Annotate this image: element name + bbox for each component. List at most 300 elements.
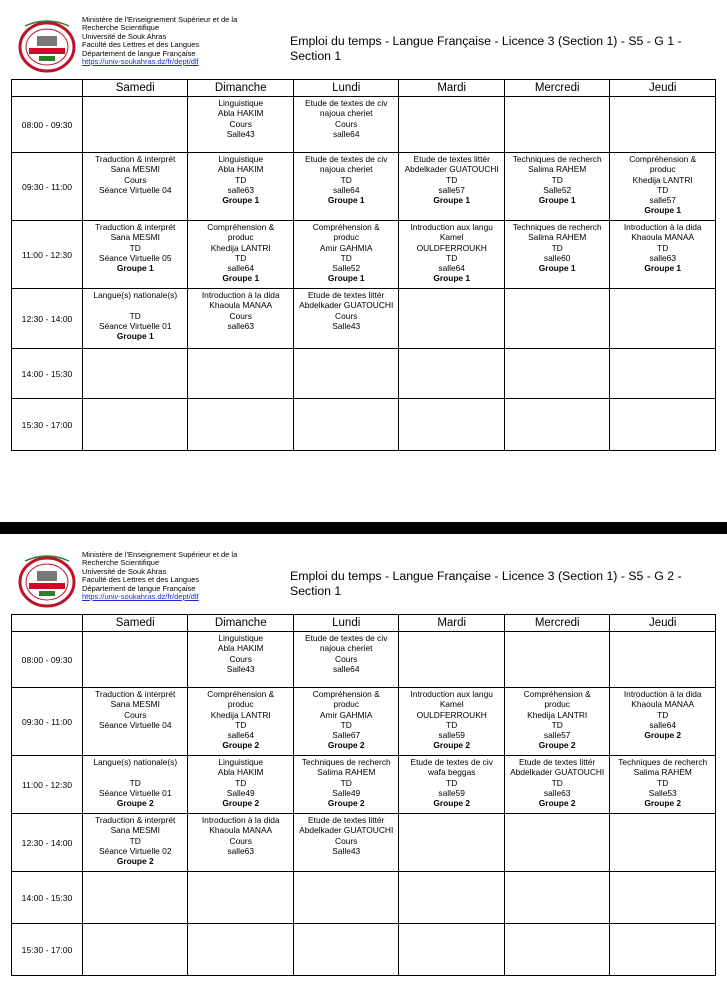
course-line: Groupe 1 <box>644 263 682 274</box>
course-line: Salle52 <box>332 263 361 274</box>
course-cell <box>610 221 716 289</box>
course-line: wafa beggas <box>427 767 476 778</box>
course-line: Cours <box>124 174 147 185</box>
empty-cell <box>610 349 716 399</box>
course-line: Salima RAHEM <box>317 767 376 778</box>
course-line: Groupe 2 <box>433 798 471 809</box>
course-line: Langue(s) nationale(s) <box>93 290 178 300</box>
empty-cell <box>293 349 398 399</box>
course-line: Groupe 1 <box>222 195 260 206</box>
empty-cell <box>610 872 716 924</box>
course-cell <box>293 814 398 872</box>
course-line: Introduction à la dida <box>623 222 702 232</box>
course-line: Traduction & interprét <box>95 815 176 825</box>
course-line: Abla HAKIM <box>217 767 264 778</box>
time-slot-label: 12:30 - 14:00 <box>12 814 83 872</box>
institution-line: Faculté des Lettres et des Langues <box>82 40 200 50</box>
course-line: TD <box>235 777 247 788</box>
course-line: Kamel <box>439 232 464 243</box>
course-line: Groupe 2 <box>327 798 365 809</box>
course-line: produc <box>544 699 570 710</box>
course-line: Groupe 2 <box>538 798 576 809</box>
course-line: Séance Virtuelle 02 <box>99 845 172 856</box>
empty-cell <box>610 814 716 872</box>
course-cell <box>293 756 398 814</box>
course-line: salle64 <box>438 263 465 274</box>
course-line: salle63 <box>227 320 254 331</box>
empty-cell <box>610 632 716 688</box>
course-line: TD <box>551 719 563 730</box>
course-line: Cours <box>229 653 252 664</box>
course-cell <box>83 814 188 872</box>
course-cell <box>399 688 504 756</box>
course-line: Khaoula MANAA <box>209 825 273 836</box>
course-line: salle64 <box>332 184 360 195</box>
course-line: Compréhension & <box>207 222 275 232</box>
course-line: Amir GAHMIA <box>319 709 373 720</box>
course-line: Khedija LANTRI <box>527 709 588 720</box>
course-line: TD <box>446 174 458 185</box>
course-line: salle64 <box>227 263 254 274</box>
course-line: Groupe 1 <box>327 273 365 284</box>
timeslot-row <box>12 97 716 153</box>
corner-cell <box>12 80 83 97</box>
course-line: Abla HAKIM <box>217 164 264 175</box>
course-line: Groupe 1 <box>644 205 682 216</box>
timeslot-row <box>12 221 716 289</box>
course-line: Salle53 <box>648 787 677 798</box>
course-line: Traduction & interprét <box>95 689 176 699</box>
course-line: Techniques de recherch <box>512 154 602 164</box>
empty-cell <box>504 814 609 872</box>
course-line: Linguistique <box>218 98 264 108</box>
course-line: Compréhension & <box>312 689 380 699</box>
department-link[interactable]: https://univ-soukahras.dz/fr/dept/dlf <box>82 592 199 602</box>
day-header: Mardi <box>399 80 504 97</box>
empty-cell <box>504 872 609 924</box>
institution-line: Université de Souk Ahras <box>82 566 167 576</box>
course-line: Salle43 <box>332 845 361 856</box>
course-line: Groupe 1 <box>538 263 576 274</box>
course-line: TD <box>129 777 141 788</box>
course-cell <box>610 756 716 814</box>
course-line: Traduction & interprét <box>95 222 176 232</box>
course-line: Groupe 1 <box>222 273 260 284</box>
course-line: Abla HAKIM <box>217 643 264 654</box>
course-line: Compréhension & <box>629 154 697 164</box>
course-line: salle64 <box>332 128 360 139</box>
empty-cell <box>83 872 188 924</box>
schedule-page-2 <box>0 535 727 1000</box>
university-logo-icon <box>17 551 77 609</box>
course-cell <box>293 221 398 289</box>
empty-cell <box>504 399 609 451</box>
course-line: Sana MESMI <box>110 232 160 243</box>
course-cell <box>188 221 293 289</box>
timeslot-row <box>12 924 716 976</box>
course-cell <box>83 153 188 221</box>
course-line <box>83 300 187 310</box>
course-line: najoua cheriet <box>319 108 373 119</box>
course-line: produc <box>333 232 360 243</box>
empty-cell <box>83 97 188 153</box>
day-header: Mercredi <box>504 615 609 632</box>
course-line: produc <box>227 699 254 710</box>
empty-cell <box>399 289 504 349</box>
day-header: Samedi <box>83 80 188 97</box>
course-line: salle59 <box>438 730 465 741</box>
course-line: Cours <box>335 653 358 664</box>
empty-cell <box>610 289 716 349</box>
schedule-title: Emploi du temps - Langue Française - Licence 3 (Section 1) - S5 - G 2 - Section 1 <box>290 569 682 598</box>
course-line: Introduction à la dida <box>201 815 280 825</box>
course-line: Linguistique <box>218 633 264 643</box>
timeslot-row <box>12 399 716 451</box>
course-line: Groupe 1 <box>433 273 471 284</box>
empty-cell <box>610 399 716 451</box>
course-cell <box>83 221 188 289</box>
course-line: TD <box>235 719 247 730</box>
course-cell <box>293 688 398 756</box>
course-line: salle63 <box>227 845 254 856</box>
time-slot-label: 12:30 - 14:00 <box>12 289 83 349</box>
course-line: Linguistique <box>218 154 264 164</box>
course-line: Abla HAKIM <box>217 108 264 119</box>
empty-cell <box>188 399 293 451</box>
institution-line: Département de langue Française <box>82 48 196 58</box>
course-cell <box>188 153 293 221</box>
course-line: TD <box>657 184 669 195</box>
header-row <box>12 615 716 632</box>
course-line: Cours <box>229 310 252 321</box>
course-line: Cours <box>335 118 358 129</box>
course-line: TD <box>657 777 669 788</box>
empty-cell <box>610 97 716 153</box>
time-slot-label: 15:30 - 17:00 <box>12 399 83 451</box>
course-line: Etude de textes de civ <box>305 154 388 164</box>
course-line: Etude de textes littér <box>308 290 385 300</box>
empty-cell <box>399 814 504 872</box>
timeslot-row <box>12 688 716 756</box>
course-cell <box>293 153 398 221</box>
empty-cell <box>610 924 716 976</box>
course-cell <box>504 756 609 814</box>
course-line: produc <box>227 232 254 243</box>
course-line: Cours <box>335 835 358 846</box>
course-line: Techniques de recherch <box>618 757 708 767</box>
course-line: Khaoula MANAA <box>209 300 273 311</box>
course-cell <box>504 221 609 289</box>
course-line: TD <box>129 242 141 253</box>
course-line: Groupe 2 <box>538 740 576 751</box>
course-line: produc <box>649 164 676 175</box>
course-line: Abdelkader GUATOUCHI <box>404 164 499 175</box>
course-line: TD <box>129 835 141 846</box>
header-row <box>12 80 716 97</box>
day-header: Dimanche <box>188 80 293 97</box>
course-line: Groupe 2 <box>116 856 154 867</box>
course-line: salle60 <box>543 252 571 263</box>
course-cell <box>293 289 398 349</box>
empty-cell <box>83 632 188 688</box>
course-line: Groupe 2 <box>222 798 260 809</box>
empty-cell <box>504 632 609 688</box>
course-line: najoua cheriet <box>319 643 373 654</box>
time-slot-label: 14:00 - 15:30 <box>12 349 83 399</box>
empty-cell <box>188 872 293 924</box>
schedule-title: Emploi du temps - Langue Française - Licence 3 (Section 1) - S5 - G 1 - Section 1 <box>290 34 682 63</box>
time-slot-label: 08:00 - 09:30 <box>12 632 83 688</box>
day-header: Dimanche <box>188 615 293 632</box>
empty-cell <box>83 924 188 976</box>
institution-line: Ministère de l'Enseignement Supérieur et de la <box>82 550 238 559</box>
course-line: Groupe 1 <box>433 195 471 206</box>
course-line: TD <box>340 174 352 185</box>
course-line: Salle43 <box>226 128 255 139</box>
course-line: Salle52 <box>543 184 572 195</box>
course-line: salle63 <box>649 252 676 263</box>
empty-cell <box>399 924 504 976</box>
course-line <box>83 767 187 777</box>
course-line: Etude de textes littér <box>519 757 596 767</box>
time-slot-label: 09:30 - 11:00 <box>12 153 83 221</box>
course-cell <box>399 221 504 289</box>
course-line: TD <box>340 777 352 788</box>
course-cell <box>399 153 504 221</box>
course-cell <box>399 756 504 814</box>
course-line: OULDFERROUKH <box>416 242 487 253</box>
course-line: OULDFERROUKH <box>416 709 487 720</box>
course-line: salle63 <box>543 787 571 798</box>
course-line: Salle67 <box>332 730 361 741</box>
corner-cell <box>12 615 83 632</box>
day-header: Jeudi <box>610 615 716 632</box>
course-cell <box>83 289 188 349</box>
course-line: salle57 <box>543 730 571 741</box>
course-line: Groupe 1 <box>116 331 154 342</box>
course-line: Etude de textes de civ <box>305 633 388 643</box>
course-line: Cours <box>229 835 252 846</box>
course-line: Groupe 2 <box>116 798 154 809</box>
course-line: Khedija LANTRI <box>210 242 271 253</box>
course-line: salle57 <box>649 195 676 206</box>
course-line: Séance Virtuelle 04 <box>99 719 172 730</box>
course-cell <box>83 756 188 814</box>
course-line: Séance Virtuelle 01 <box>99 787 172 798</box>
course-line: Salima RAHEM <box>528 164 587 175</box>
course-line: TD <box>340 252 352 263</box>
course-line: Compréhension & <box>207 689 275 699</box>
course-line: Introduction à la dida <box>623 689 702 699</box>
course-line: Groupe 2 <box>644 798 682 809</box>
empty-cell <box>293 924 398 976</box>
course-line: Salle43 <box>226 663 255 674</box>
course-line: Abdelkader GUATOUCHI <box>510 767 605 778</box>
empty-cell <box>293 399 398 451</box>
empty-cell <box>188 924 293 976</box>
course-line: Séance Virtuelle 05 <box>99 252 172 263</box>
institution-line: Recherche Scientifique <box>82 23 160 33</box>
course-line: salle64 <box>227 730 254 741</box>
course-line: salle63 <box>227 184 254 195</box>
empty-cell <box>399 632 504 688</box>
course-line: TD <box>129 310 141 321</box>
course-line: Techniques de recherch <box>301 757 391 767</box>
course-cell <box>188 97 293 153</box>
course-line: TD <box>446 719 458 730</box>
day-header: Lundi <box>293 80 398 97</box>
course-line: Khaoula MANAA <box>631 232 695 243</box>
course-cell <box>188 688 293 756</box>
course-line: Compréhension & <box>312 222 380 232</box>
course-line: Kamel <box>439 699 464 710</box>
course-cell <box>83 688 188 756</box>
day-header: Jeudi <box>610 80 716 97</box>
timetable <box>11 79 716 451</box>
page-separator <box>0 522 727 534</box>
institution-line: Recherche Scientifique <box>82 558 160 568</box>
course-cell <box>610 153 716 221</box>
course-line: TD <box>235 252 247 263</box>
course-line: Compréhension & <box>523 689 591 699</box>
course-line: Groupe 2 <box>433 740 471 751</box>
course-line: Abdelkader GUATOUCHI <box>299 300 394 311</box>
empty-cell <box>399 399 504 451</box>
course-line: Cours <box>124 709 147 720</box>
course-line: Sana MESMI <box>110 164 160 175</box>
course-line: Introduction aux langu <box>410 222 493 232</box>
empty-cell <box>504 97 609 153</box>
time-slot-label: 11:00 - 12:30 <box>12 756 83 814</box>
course-line: Sana MESMI <box>110 699 160 710</box>
course-line: Groupe 2 <box>222 740 260 751</box>
course-cell <box>610 688 716 756</box>
institution-line: Université de Souk Ahras <box>82 31 167 41</box>
timeslot-row <box>12 756 716 814</box>
course-line: Groupe 2 <box>327 740 365 751</box>
institution-header <box>82 551 272 601</box>
course-line: Abdelkader GUATOUCHI <box>299 825 394 836</box>
day-header: Mercredi <box>504 80 609 97</box>
course-line: TD <box>446 252 458 263</box>
institution-line: Département de langue Française <box>82 583 196 593</box>
timetable <box>11 614 716 976</box>
timeslot-row <box>12 153 716 221</box>
course-line: TD <box>340 719 352 730</box>
course-line: Etude de textes littér <box>413 154 490 164</box>
course-line: Etude de textes de civ <box>410 757 493 767</box>
course-line: Salle43 <box>332 320 361 331</box>
course-line: Salima RAHEM <box>528 232 587 243</box>
course-line: Techniques de recherch <box>512 222 602 232</box>
course-line: Khaoula MANAA <box>631 699 695 710</box>
course-line: Etude de textes littér <box>308 815 385 825</box>
time-slot-label: 08:00 - 09:30 <box>12 97 83 153</box>
time-slot-label: 11:00 - 12:30 <box>12 221 83 289</box>
course-cell <box>188 289 293 349</box>
course-cell <box>293 97 398 153</box>
course-cell <box>504 153 609 221</box>
timeslot-row <box>12 814 716 872</box>
institution-line: Faculté des Lettres et des Langues <box>82 575 200 585</box>
empty-cell <box>504 924 609 976</box>
institution-header <box>82 16 272 66</box>
empty-cell <box>399 97 504 153</box>
timeslot-row <box>12 349 716 399</box>
time-slot-label: 15:30 - 17:00 <box>12 924 83 976</box>
course-line: TD <box>657 242 669 253</box>
course-line: Cours <box>229 118 252 129</box>
course-cell <box>188 632 293 688</box>
course-line: TD <box>657 709 669 720</box>
empty-cell <box>83 349 188 399</box>
university-logo-icon <box>17 16 77 74</box>
day-header: Mardi <box>399 615 504 632</box>
empty-cell <box>293 872 398 924</box>
course-line: Séance Virtuelle 04 <box>99 184 172 195</box>
empty-cell <box>188 349 293 399</box>
course-line: Khedija LANTRI <box>632 174 693 185</box>
course-cell <box>188 756 293 814</box>
course-line: Etude de textes de civ <box>305 98 388 108</box>
course-cell <box>293 632 398 688</box>
course-line: produc <box>333 699 360 710</box>
course-line: Groupe 2 <box>644 730 682 741</box>
course-line: Langue(s) nationale(s) <box>93 757 178 767</box>
course-line: TD <box>551 174 563 185</box>
course-line: najoua cheriet <box>319 164 373 175</box>
empty-cell <box>504 289 609 349</box>
course-line: TD <box>446 777 458 788</box>
course-line: Sana MESMI <box>110 825 160 836</box>
course-line: Groupe 1 <box>327 195 365 206</box>
course-cell <box>504 688 609 756</box>
course-line: TD <box>235 174 247 185</box>
course-line: Salle49 <box>226 787 255 798</box>
empty-cell <box>399 872 504 924</box>
course-line: Cours <box>335 310 358 321</box>
course-line: Introduction aux langu <box>410 689 493 699</box>
course-line: Groupe 1 <box>538 195 576 206</box>
day-header: Lundi <box>293 615 398 632</box>
course-line: salle64 <box>649 719 676 730</box>
course-line: Amir GAHMIA <box>319 242 373 253</box>
course-line: TD <box>551 242 563 253</box>
course-line: Salima RAHEM <box>633 767 692 778</box>
empty-cell <box>399 349 504 399</box>
course-line: salle59 <box>438 787 465 798</box>
timeslot-row <box>12 872 716 924</box>
course-line: salle57 <box>438 184 465 195</box>
timeslot-row <box>12 632 716 688</box>
course-cell <box>188 814 293 872</box>
course-line: Traduction & interprét <box>95 154 176 164</box>
course-line: Introduction à la dida <box>201 290 280 300</box>
course-line: Séance Virtuelle 01 <box>99 320 172 331</box>
course-line: TD <box>551 777 563 788</box>
timeslot-row <box>12 289 716 349</box>
institution-line: Ministère de l'Enseignement Supérieur et de la <box>82 15 238 24</box>
course-line: Khedija LANTRI <box>210 709 271 720</box>
department-link[interactable]: https://univ-soukahras.dz/fr/dept/dlf <box>82 57 199 67</box>
time-slot-label: 09:30 - 11:00 <box>12 688 83 756</box>
course-line: Groupe 1 <box>116 263 154 274</box>
empty-cell <box>504 349 609 399</box>
course-line: Salle49 <box>332 787 361 798</box>
empty-cell <box>83 399 188 451</box>
course-line: salle64 <box>332 663 360 674</box>
course-line: Linguistique <box>218 757 264 767</box>
